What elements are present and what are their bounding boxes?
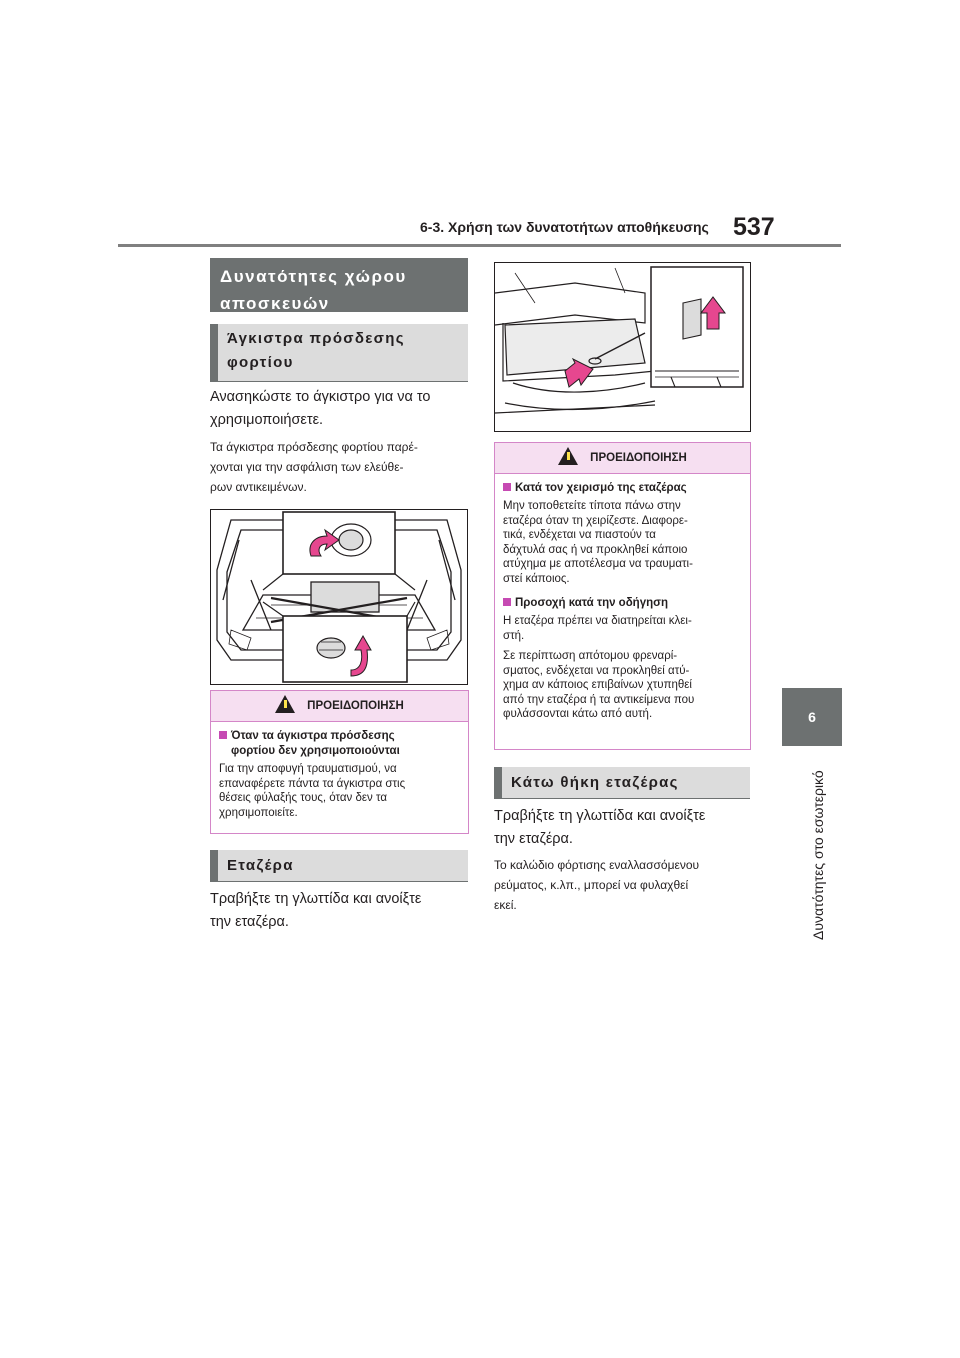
under-shelf-note (494, 855, 758, 915)
header-section-title: 6-3. Χρήση των δυνατοτήτων αποθήκευσης (420, 219, 709, 235)
shelf-warning-text-2-line-1: Η εταζέρα πρέπει να διατηρείται κλει- (503, 615, 692, 627)
hooks-heading-line-1: Άγκιστρα πρόσδεσης (227, 330, 405, 347)
shelf-warning-text-2 (503, 614, 742, 643)
hooks-warning-subtitle-line-2: φορτίου δεν χρησιμοποιούνται (231, 745, 400, 757)
hooks-warning-text-line-2: επαναφέρετε πάντα τα άγκιστρα στις (219, 777, 406, 790)
hooks-heading-line-2: φορτίου (227, 354, 294, 371)
main-heading-line-2: αποσκευών (220, 294, 330, 313)
shelf-warning-text-3-line-5: φυλάσσονται κάτω από αυτή. (503, 708, 653, 720)
shelf-warning-text-3-line-3: χημα αν κάποιος επιβαίνων χτυπηθεί (503, 679, 692, 691)
hooks-warning-subtitle-line-1: Όταν τα άγκιστρα πρόσδεσης (231, 730, 395, 742)
shelf-warning-header (495, 443, 750, 474)
hooks-warning-header (211, 691, 468, 722)
shelf-warning-text-3-line-4: από την εταζέρα ή τα αντικείμενα που (503, 693, 695, 706)
shelf-warning-subtitle-1-text: Κατά τον χειρισμό της εταζέρας (515, 482, 687, 494)
hooks-warning-title: ΠΡΟΕΙΔΟΠΟΙΗΣΗ (307, 700, 404, 712)
shelf-warning-title: ΠΡΟΕΙΔΟΠΟΙΗΣΗ (590, 452, 687, 464)
square-bullet-icon (219, 731, 227, 739)
shelf-illustration (494, 262, 751, 432)
shelf-warning-text-3-line-2: σματος, ενδέχεται να προκληθεί ατύ- (503, 664, 690, 677)
shelf-instruction-line-1: Τραβήξτε τη γλωττίδα και ανοίξτε (210, 891, 422, 907)
square-bullet-icon (503, 483, 511, 491)
warning-triangle-icon (558, 447, 578, 465)
shelf-warning-text-1-line-6: στεί κάποιος. (503, 572, 570, 585)
chapter-title-text: Δυνατότητες στο εσωτερικό (810, 770, 826, 940)
under-shelf-instruction-line-2: την εταζέρα. (494, 831, 573, 847)
shelf-warning-box (494, 442, 751, 750)
cargo-hooks-drawing (211, 510, 467, 684)
under-shelf-instruction (494, 805, 754, 851)
shelf-warning-text-1 (503, 499, 742, 586)
shelf-warning-text-1-line-5: ατύχημα με αποτέλεσμα να τραυματι- (503, 558, 693, 570)
cargo-hooks-illustration (210, 509, 468, 685)
shelf-drawing (495, 263, 750, 431)
hooks-instruction-line-1: Ανασηκώστε το άγκιστρο για να το (210, 389, 431, 405)
chapter-tab[interactable]: 6 (782, 688, 842, 746)
main-section-heading (210, 258, 468, 312)
shelf-warning-subtitle-2 (503, 596, 742, 611)
shelf-warning-text-3 (503, 649, 742, 722)
shelf-instruction-line-2: την εταζέρα. (210, 914, 289, 930)
hooks-warning-text-line-4: χρησιμοποιείτε. (219, 806, 298, 819)
shelf-warning-subtitle-1 (503, 481, 742, 496)
under-shelf-note-line-1: Το καλώδιο φόρτισης εναλλασσόμενου (494, 858, 700, 872)
hooks-note-line-1: Τα άγκιστρα πρόσδεσης φορτίου παρέ- (210, 440, 418, 454)
hooks-instruction-line-2: χρησιμοποιήσετε. (210, 412, 324, 428)
shelf-warning-text-1-line-4: δάχτυλά σας ή να προκληθεί κάποιο (503, 543, 688, 556)
under-shelf-note-line-2: ρεύματος, κ.λπ., μπορεί να φυλαχθεί (494, 878, 689, 892)
hooks-warning-text (219, 762, 460, 820)
chapter-title-vertical (806, 760, 832, 940)
hooks-heading (210, 324, 468, 382)
hooks-warning-text-line-1: Για την αποφυγή τραυματισμού, να (219, 763, 397, 775)
square-bullet-icon (503, 598, 511, 606)
main-heading-line-1: Δυνατότητες χώρου (220, 267, 407, 286)
hooks-instruction (210, 386, 470, 432)
hooks-note (210, 437, 470, 497)
hooks-warning-subtitle (219, 729, 460, 759)
shelf-heading: Εταζέρα (210, 850, 468, 882)
shelf-warning-text-1-line-2: εταζέρα όταν τη χειρίζεστε. Διαφορε- (503, 514, 688, 527)
page-number: 537 (733, 213, 775, 241)
warning-triangle-icon (275, 695, 295, 713)
hooks-warning-text-line-3: θέσεις φύλαξής τους, όταν δεν τα (219, 792, 387, 804)
shelf-warning-text-3-line-1: Σε περίπτωση απότομου φρεναρί- (503, 650, 678, 662)
under-shelf-instruction-line-1: Τραβήξτε τη γλωττίδα και ανοίξτε (494, 808, 706, 824)
under-shelf-note-line-3: εκεί. (494, 898, 517, 912)
header-rule (118, 244, 841, 247)
hooks-note-line-3: ρων αντικειμένων. (210, 480, 307, 494)
shelf-warning-text-2-line-2: στή. (503, 629, 525, 642)
hooks-warning-box (210, 690, 469, 834)
shelf-warning-text-1-line-1: Μην τοποθετείτε τίποτα πάνω στην (503, 500, 681, 512)
shelf-warning-subtitle-2-text: Προσοχή κατά την οδήγηση (515, 597, 669, 609)
under-shelf-heading: Κάτω θήκη εταζέρας (494, 767, 750, 799)
hooks-note-line-2: χονται για την ασφάλιση των ελεύθε- (210, 460, 404, 474)
shelf-instruction (210, 888, 470, 934)
shelf-warning-text-1-line-3: τικά, ενδέχεται να πιαστούν τα (503, 529, 656, 541)
